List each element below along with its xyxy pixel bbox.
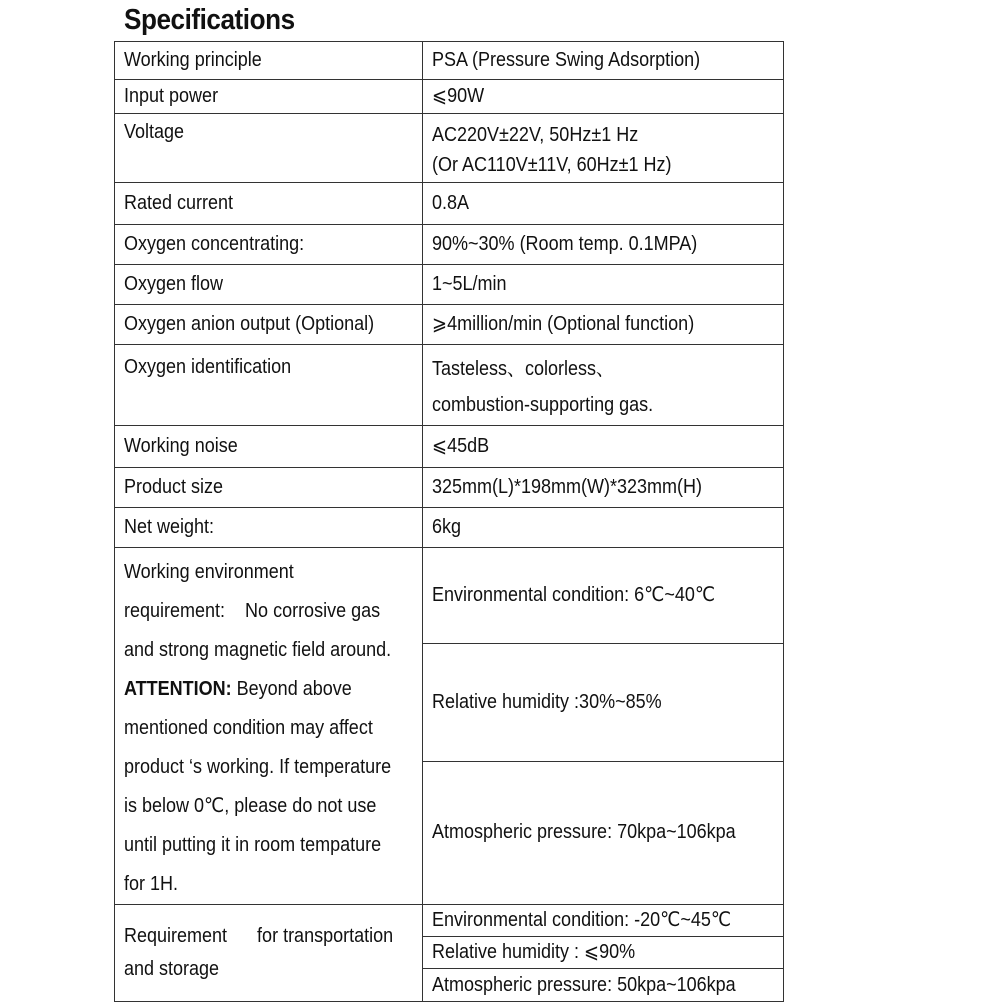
table-row: [115, 508, 784, 548]
table-row: [115, 426, 784, 468]
spec-value: 90%~30% (Room temp. 0.1MPA): [423, 225, 784, 265]
table-row: [115, 265, 784, 305]
attention-label: ATTENTION:: [124, 678, 232, 700]
spec-label: Product size: [115, 468, 423, 508]
spec-value: PSA (Pressure Swing Adsorption): [423, 42, 784, 80]
spec-value: 0.8A: [423, 183, 784, 225]
table-row: [115, 225, 784, 265]
spec-value: Relative humidity :30%~85%: [423, 643, 784, 761]
spec-value: ⩽45dB: [423, 426, 784, 468]
table-row: [115, 183, 784, 225]
table-row: [115, 468, 784, 508]
table-row: [115, 345, 784, 426]
spec-value: Environmental condition: -20℃~45℃: [423, 905, 784, 937]
table-row: [115, 548, 784, 644]
spec-value: Atmospheric pressure: 50kpa~106kpa: [423, 969, 784, 1002]
spec-value: ⩾4million/min (Optional function): [423, 305, 784, 345]
table-row: [115, 305, 784, 345]
spec-label: Oxygen anion output (Optional): [115, 305, 423, 345]
spec-label: Working noise: [115, 426, 423, 468]
spec-value: 6kg: [423, 508, 784, 548]
spec-label: Voltage: [115, 114, 423, 183]
spec-value: AC220V±22V, 50Hz±1 Hz (Or AC110V±11V, 60Hz±1 Hz): [423, 114, 784, 183]
spec-label: Oxygen flow: [115, 265, 423, 305]
spec-value: ⩽90W: [423, 80, 784, 114]
spec-label: Working principle: [115, 42, 423, 80]
spec-value: Relative humidity : ⩽90%: [423, 937, 784, 969]
table-row: [115, 905, 784, 937]
spec-label: Net weight:: [115, 508, 423, 548]
spec-value: Atmospheric pressure: 70kpa~106kpa: [423, 761, 784, 904]
page-title: Specifications: [124, 4, 295, 36]
spec-label: Rated current: [115, 183, 423, 225]
table-row: [115, 80, 784, 114]
working-environment-cell: Working environment requirement: No corrosive gas and strong magnetic field around. ATTENTION: Beyond above mentioned condition may affect product ‘s working. If temperature is below 0℃, please do not use until putting it in room tempature for 1H.: [115, 548, 423, 905]
spec-value: Tasteless、colorless、 combustion-supporting gas.: [423, 345, 784, 426]
specifications-table: [114, 41, 784, 1002]
spec-label: Oxygen identification: [115, 345, 423, 426]
spec-label: Input power: [115, 80, 423, 114]
spec-value: 1~5L/min: [423, 265, 784, 305]
spec-value: Environmental condition: 6℃~40℃: [423, 548, 784, 644]
table-row: [115, 42, 784, 80]
table-row: [115, 114, 784, 183]
spec-label: Oxygen concentrating:: [115, 225, 423, 265]
spec-value: 325mm(L)*198mm(W)*323mm(H): [423, 468, 784, 508]
transport-storage-cell: Requirement for transportation and storage: [115, 905, 423, 1002]
